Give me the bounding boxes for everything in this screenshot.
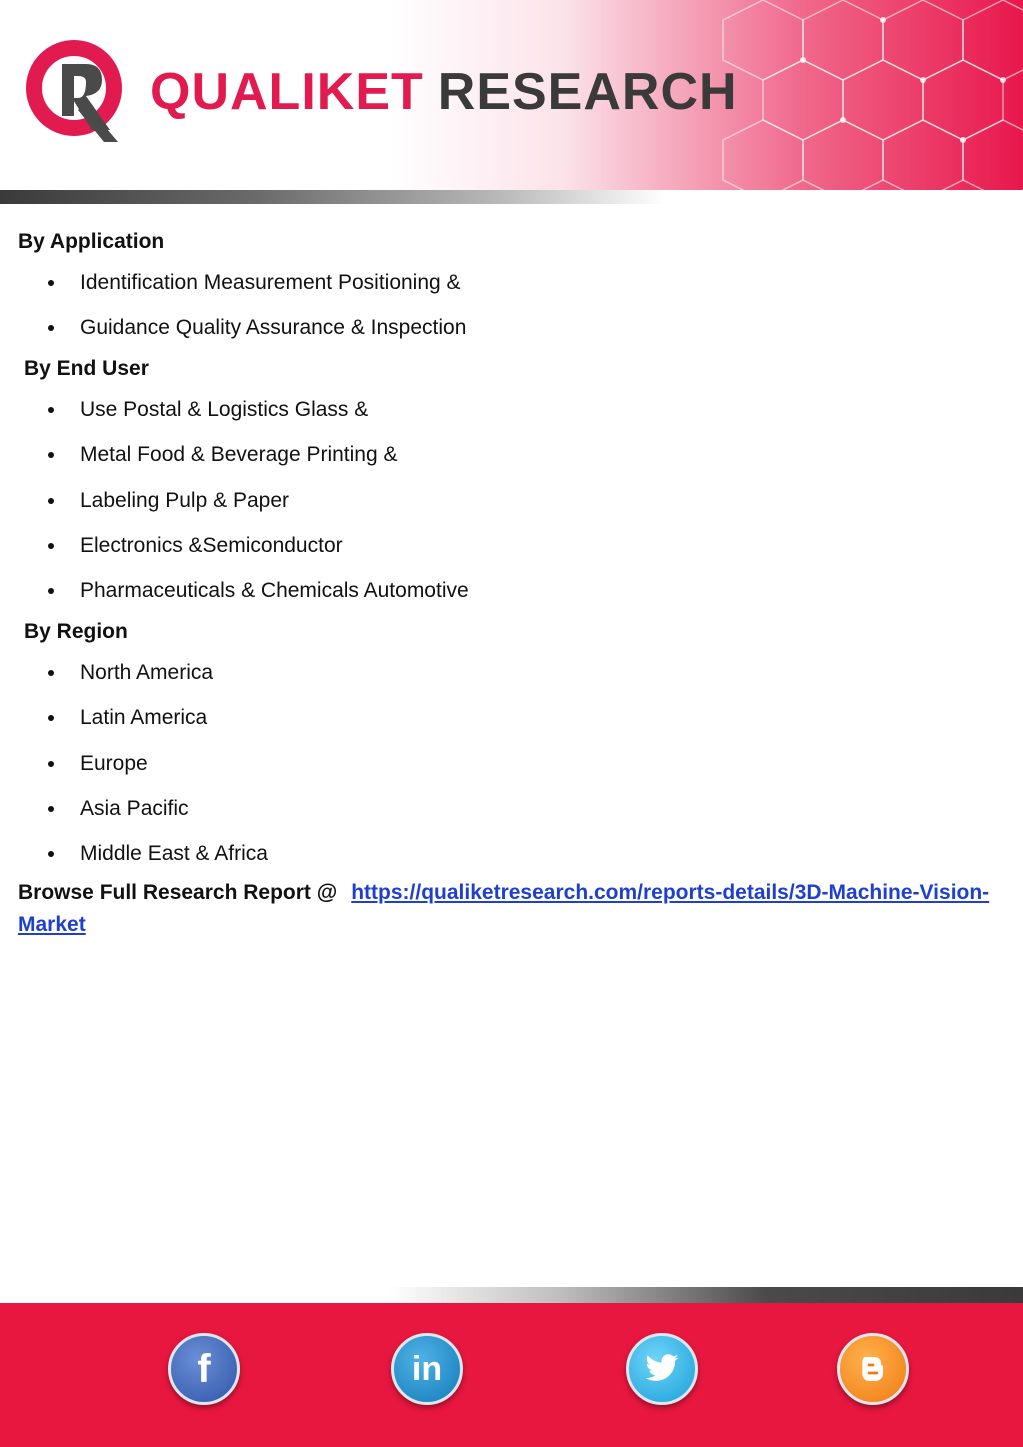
list-item: Use Postal & Logistics Glass & — [18, 387, 1008, 432]
document-body — [18, 224, 1008, 941]
report-link[interactable]: https://qualiketresearch.com/reports-details/3D-Machine-Vision-Market — [18, 880, 990, 936]
list-item: Metal Food & Beverage Printing & — [18, 432, 1008, 477]
brand-suffix: RESEARCH — [437, 63, 738, 121]
application-list — [18, 260, 1008, 351]
region-list — [18, 650, 1008, 877]
end-user-list — [18, 387, 1008, 614]
list-item: Guidance Quality Assurance & Inspection — [18, 305, 1008, 350]
list-item: North America — [18, 650, 1008, 695]
list-item: Asia Pacific — [18, 786, 1008, 831]
blogger-b-icon — [857, 1353, 889, 1385]
brand-wordmark — [150, 62, 738, 122]
facebook-icon[interactable]: f — [168, 1333, 240, 1405]
qualiket-logo-icon — [22, 34, 134, 146]
linkedin-icon[interactable]: in — [391, 1333, 463, 1405]
list-item: Electronics &Semiconductor — [18, 523, 1008, 568]
twitter-bird-icon — [644, 1354, 680, 1384]
section-title-end-user: By End User — [24, 356, 149, 380]
section-title-region: By Region — [24, 619, 128, 643]
footer-divider — [0, 1287, 1023, 1303]
list-item: Latin America — [18, 695, 1008, 740]
header-divider — [0, 190, 1023, 204]
list-item: Labeling Pulp & Paper — [18, 478, 1008, 523]
list-item: Europe — [18, 741, 1008, 786]
twitter-icon[interactable] — [626, 1333, 698, 1405]
list-item: Identification Measurement Positioning & — [18, 260, 1008, 305]
browse-report-line — [18, 877, 998, 941]
list-item: Pharmaceuticals & Chemicals Automotive — [18, 568, 1008, 613]
list-item: Middle East & Africa — [18, 831, 1008, 876]
browse-label: Browse Full Research Report @ — [18, 880, 338, 904]
blogger-icon[interactable] — [837, 1333, 909, 1405]
header-banner — [0, 0, 1023, 190]
brand-name: QUALIKET — [150, 63, 424, 121]
section-title-application: By Application — [18, 230, 165, 253]
